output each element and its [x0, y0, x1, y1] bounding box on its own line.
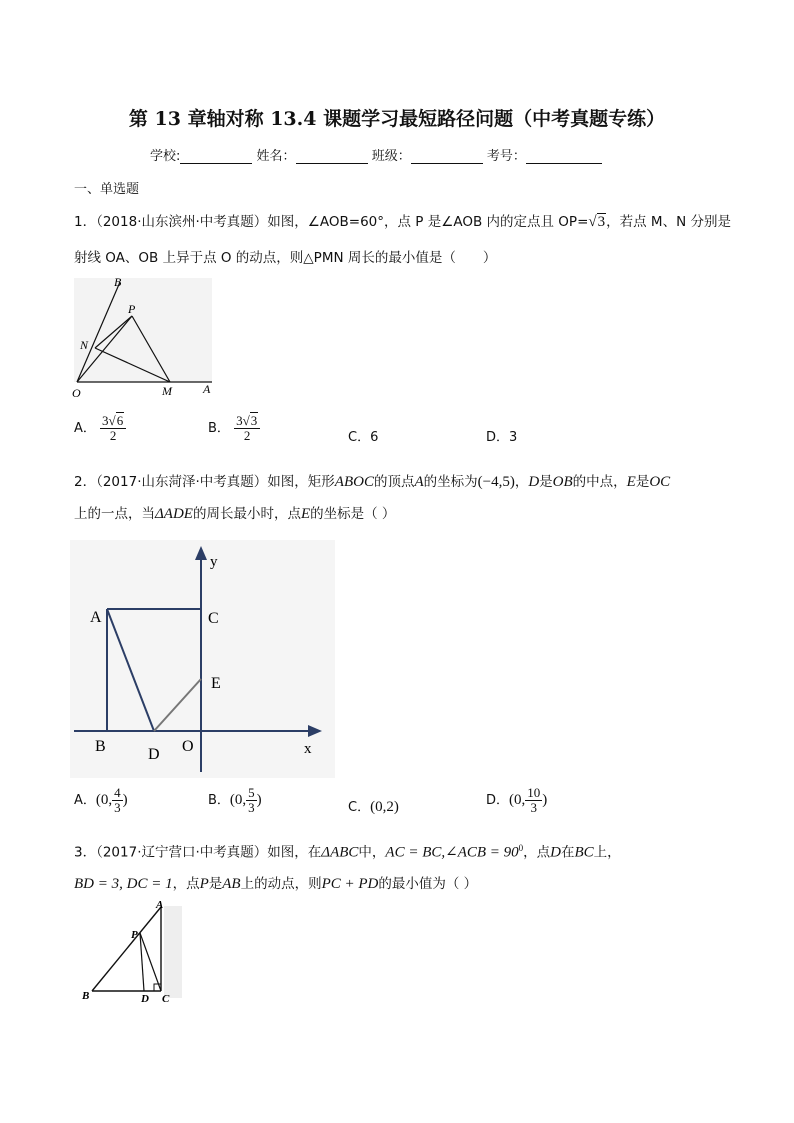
student-info-line — [150, 145, 602, 164]
label-d: D — [141, 993, 149, 1005]
q2-line1: 2．（2017·山东菏泽·中考真题）如图，矩形ABOC的顶点A的坐标为(−4,5)，D是OB的中点，E是OC — [74, 474, 671, 490]
q2-figure — [70, 540, 335, 778]
exam-no-label: 考号： — [486, 149, 526, 164]
school-label: 学校: — [150, 149, 181, 164]
q1-option-d[interactable]: D．3 — [486, 430, 518, 445]
name-label: 姓名： — [256, 149, 296, 164]
q1-option-b[interactable]: B． $\frac{3√3}{2}$ — [208, 414, 260, 443]
label-d: D — [148, 746, 160, 763]
label-c: C — [162, 993, 170, 1005]
label-c: C — [208, 610, 219, 627]
exam-no-blank[interactable] — [526, 149, 602, 164]
q1-line2: 射线 OA、OB 上异于点 O 的动点，则△PMN 周长的最小值是（ ） — [74, 250, 497, 266]
page-title: 第 13 章轴对称 13.4 课题学习最短路径问题（中考真题专练） — [128, 108, 666, 130]
label-b: B — [95, 738, 106, 755]
label-o: O — [182, 738, 194, 755]
label-b: B — [114, 275, 122, 289]
q2-option-b[interactable]: B．(0, $\frac{5}{3}$ ) — [208, 785, 262, 815]
q1-line1: 1．（2018·山东滨州·中考真题）如图，∠AOB=60°，点 P 是∠AOB 内的定点且 OP=√3，若点 M、N 分别是 — [74, 214, 731, 230]
label-y: y — [210, 554, 218, 570]
school-blank[interactable] — [180, 149, 252, 164]
class-blank[interactable] — [411, 149, 483, 164]
q1-figure — [72, 272, 222, 402]
label-b: B — [82, 990, 90, 1002]
label-p: P — [131, 929, 138, 941]
q1-option-a[interactable]: A． $\frac{3√6}{2}$ — [74, 414, 126, 443]
q3-line1: 3．（2017·辽宁营口·中考真题）如图，在ΔABC中，AC = BC,∠ACB = $90^0$，点D在BC上， — [74, 843, 621, 861]
name-blank[interactable] — [296, 149, 368, 164]
q2-option-c[interactable]: C．(0,2) — [348, 799, 399, 815]
q1-option-c[interactable]: C．6 — [348, 430, 379, 445]
q3-figure — [78, 898, 188, 1008]
label-o: O — [72, 386, 81, 400]
label-a: A — [156, 899, 164, 911]
label-n: N — [80, 338, 89, 352]
section-heading: 一、单选题 — [74, 182, 140, 197]
label-p: P — [128, 302, 136, 316]
label-e: E — [211, 675, 221, 692]
label-m: M — [162, 384, 172, 398]
label-a: A — [203, 382, 211, 396]
class-label: 班级： — [371, 149, 411, 164]
q3-line2: BD = 3, DC = 1，点P是AB上的动点，则PC + PD的最小值为（ ） — [74, 876, 478, 892]
label-x: x — [304, 741, 312, 757]
label-a: A — [90, 609, 102, 626]
q2-line2: 上的一点，当ΔADE的周长最小时，点E的坐标是（ ） — [74, 506, 396, 522]
q2-option-d[interactable]: D．(0, $\frac{10}{3}$ ) — [486, 785, 548, 815]
q2-option-a[interactable]: A．(0, $\frac{4}{3}$ ) — [74, 785, 128, 815]
